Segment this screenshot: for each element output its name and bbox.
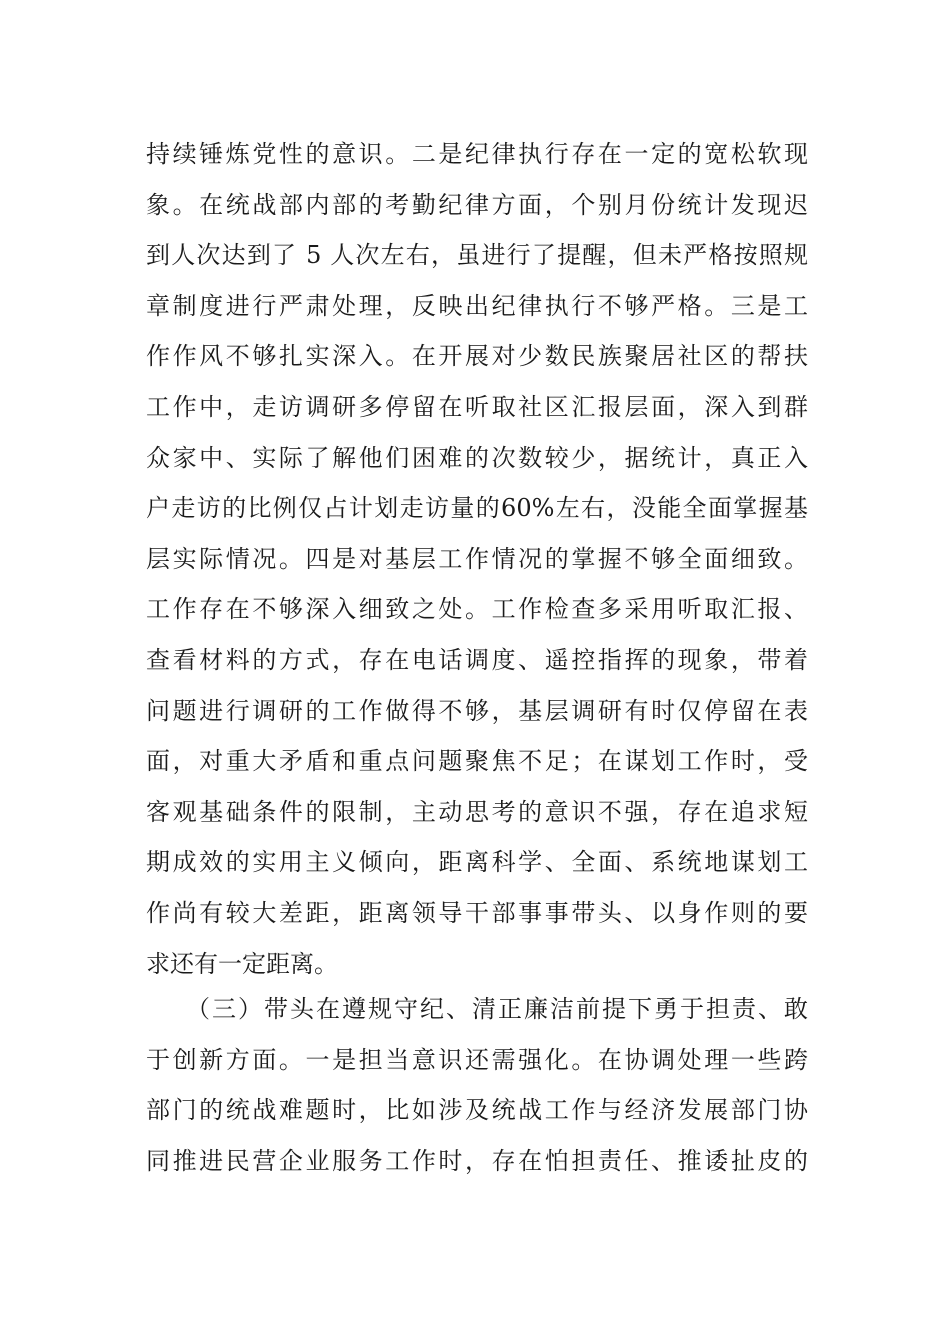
text-line: 持续锤炼党性的意识。二是纪律执行存在一定的宽松软现 [146,140,808,168]
text-line: 期成效的实用主义倾向，距离科学、全面、系统地谋划工 [146,848,808,877]
text-line: 作尚有较大差距，距离领导干部事事带头、以身作则的要 [146,898,808,927]
text-line: 问题进行调研的工作做得不够，基层调研有时仅停留在表 [146,696,808,725]
text-line: 客观基础条件的限制，主动思考的意识不强，存在追求短 [146,797,808,826]
text-line: 到人次达到了 5 人次左右，虽进行了提醒，但未严格按照规 [146,241,808,270]
text-line: 工作存在不够深入细致之处。工作检查多采用听取汇报、 [146,595,808,624]
text-line: 章制度进行严肃处理，反映出纪律执行不够严格。三是工 [146,291,808,320]
text-line: 同推进民营企业服务工作时，存在怕担责任、推诿扯皮的 [146,1146,808,1175]
text-line: 层实际情况。四是对基层工作情况的掌握不够全面细致。 [146,544,808,573]
paragraph-2 [146,984,808,1186]
text-line: 部门的统战难题时，比如涉及统战工作与经济发展部门协 [146,1096,808,1125]
section-heading-line: （三）带头在遵规守纪、清正廉洁前提下勇于担责、敢 [186,995,808,1023]
paragraph-1 [146,129,808,989]
text-line: 象。在统战部内部的考勤纪律方面，个别月份统计发现迟 [146,190,808,219]
text-line: 工作中，走访调研多停留在听取社区汇报层面，深入到群 [146,392,808,421]
text-line: 作作风不够扎实深入。在开展对少数民族聚居社区的帮扶 [146,342,808,371]
text-line: 于创新方面。一是担当意识还需强化。在协调处理一些跨 [146,1045,808,1074]
text-line: 查看材料的方式，存在电话调度、遥控指挥的现象，带着 [146,645,808,674]
text-line: 面，对重大矛盾和重点问题聚焦不足；在谋划工作时，受 [146,747,808,776]
text-line: 众家中、实际了解他们困难的次数较少，据统计，真正入 [146,443,808,472]
text-line: 求还有一定距离。 [146,949,338,978]
text-line: 户走访的比例仅占计划走访量的60%左右，没能全面掌握基 [146,494,808,523]
